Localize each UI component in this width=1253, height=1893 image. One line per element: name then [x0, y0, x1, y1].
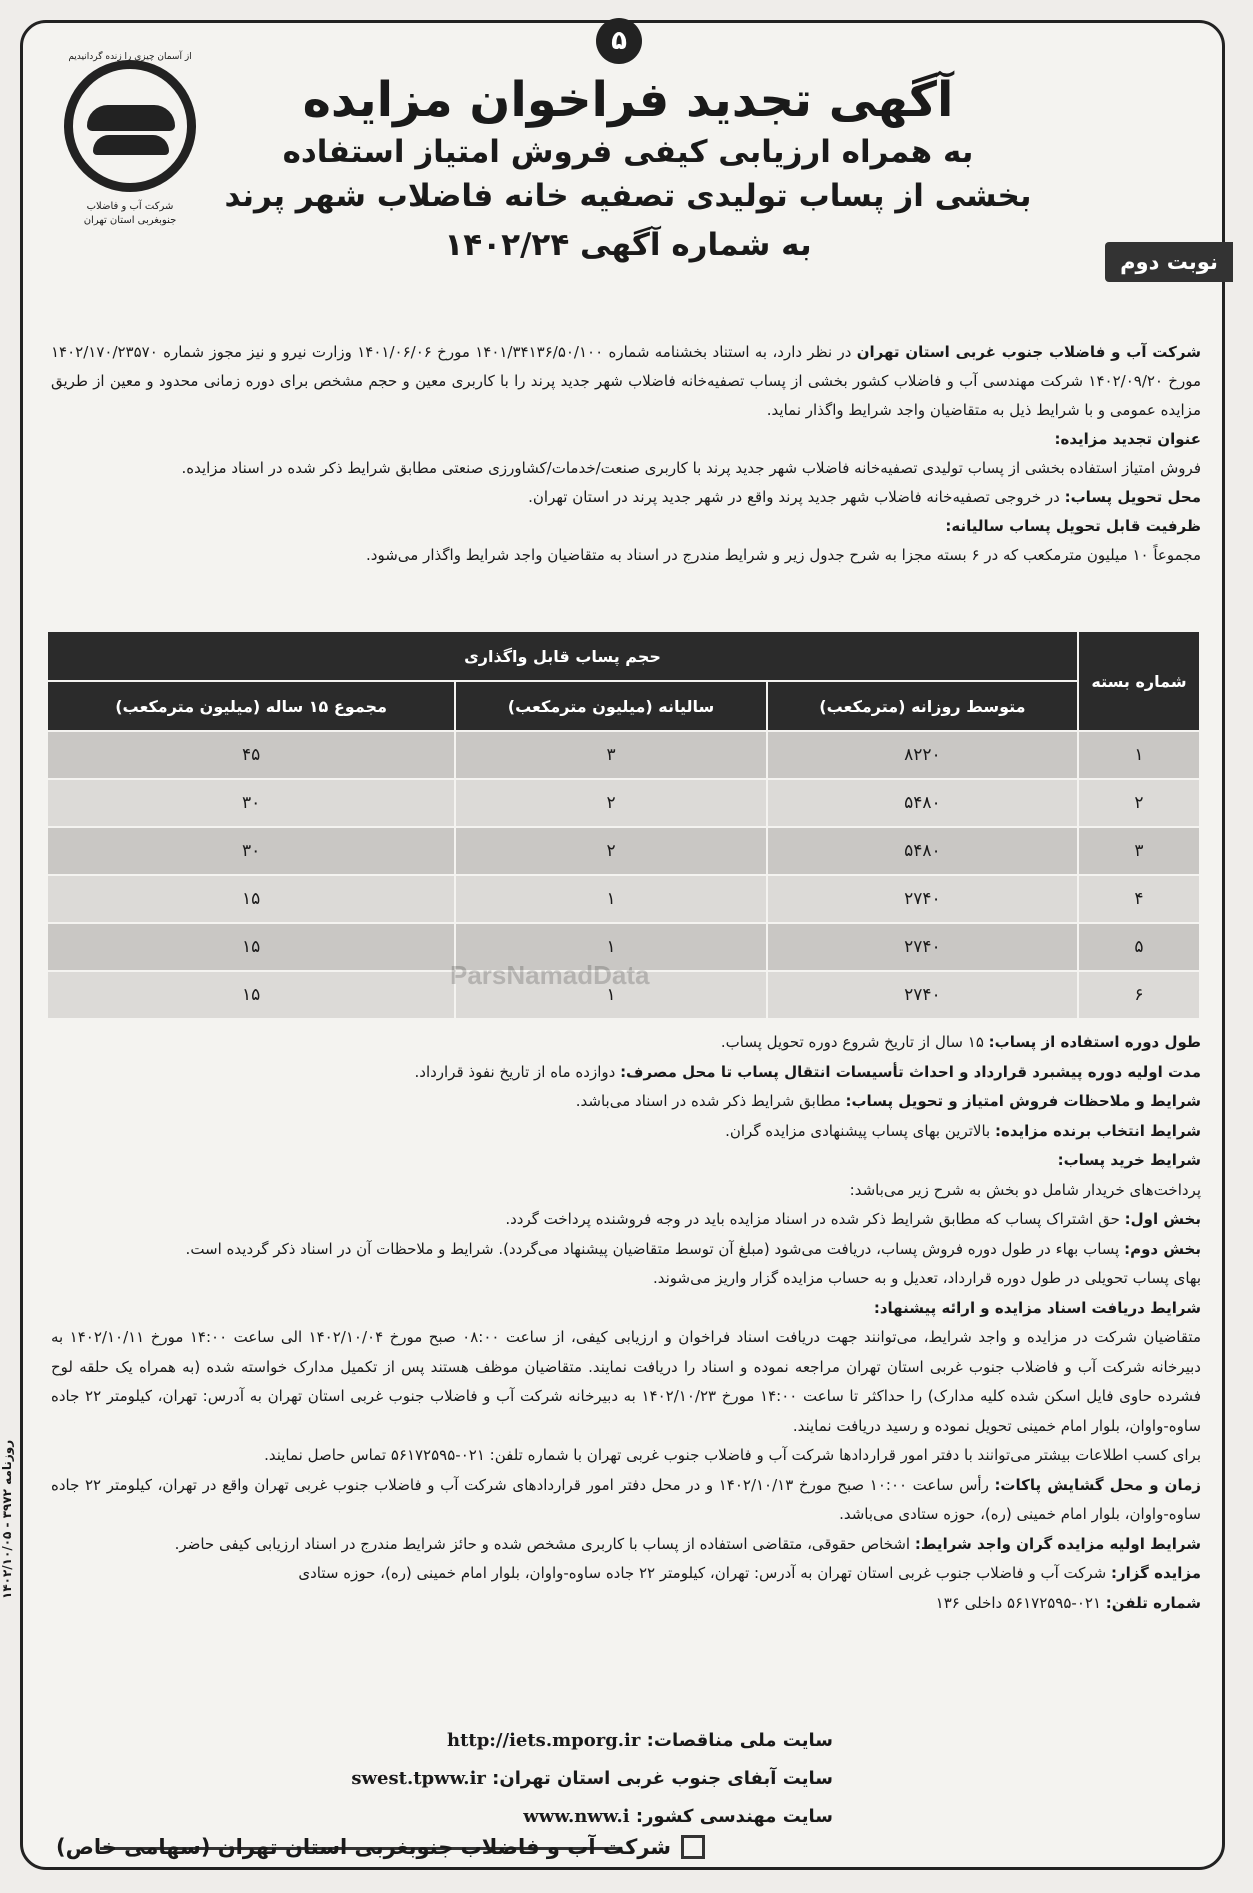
cell-total: ۱۵ [47, 923, 455, 971]
cell-package: ۱ [1078, 731, 1200, 779]
site-label-national: سایت ملی مناقصات: [646, 1730, 833, 1751]
eligible-title: شرایط اولیه مزایده گران واجد شرایط: [914, 1534, 1201, 1553]
site-link-engineering[interactable]: www.nww.i [523, 1806, 630, 1827]
part1-title: بخش اول: [1124, 1210, 1201, 1228]
cell-package: ۶ [1078, 971, 1200, 1019]
phone-text: ۰۲۱-۵۶۱۷۲۵۹۵ داخلی ۱۳۶ [935, 1593, 1106, 1612]
intro-paragraph [51, 338, 1201, 425]
part1-text: حق اشتراک پساب که مطابق شرایط ذکر شده در اسناد مزایده باید در وجه فروشنده پرداخت گردد. [505, 1210, 1125, 1228]
logo-caption-line1: شرکت آب و فاضلاب [86, 201, 174, 212]
company-logo [55, 50, 205, 250]
cell-package: ۲ [1078, 779, 1200, 827]
prep-title: مدت اولیه دوره پیشبرد قرارداد و احداث تأسیسات انتقال پساب تا محل مصرف: [620, 1062, 1201, 1081]
eligible-paragraph [51, 1530, 1201, 1560]
cell-daily: ۲۷۴۰ [767, 875, 1078, 923]
period-title: طول دوره استفاده از پساب: [988, 1033, 1201, 1051]
footer-square-icon [681, 1835, 705, 1859]
site-link-company[interactable]: swest.tpww.ir [351, 1768, 486, 1789]
newspaper-side-strip: روزنامه ۳۹۷۲ - ۱۴۰۲/۱۰/۰۵ [0, 1440, 14, 1600]
cell-package: ۵ [1078, 923, 1200, 971]
opening-paragraph [51, 1471, 1201, 1530]
page-number-badge: ۵ [596, 18, 642, 64]
subject-text: فروش امتیاز استفاده بخشی از پساب تولیدی تصفیه‌خانه فاضلاب شهر جدید پرند با کاربری صنعت/خدمات/کشاورزی صنعتی مطابق شرایط ذکر شده در اسناد مزایده. [181, 459, 1201, 477]
table-row [47, 731, 1200, 779]
eligible-text: اشخاص حقوقی، متقاضی استفاده از پساب با کاربری مشخص شده و حائز شرایط مندرج در اسناد ارزیابی کیفی حاضر. [174, 1534, 915, 1553]
footer [56, 1830, 1196, 1864]
auctioneer-title: مزایده گزار: [1111, 1564, 1201, 1582]
site-label-company: سایت آبفای جنوب غربی استان تهران: [492, 1768, 833, 1789]
table-row [47, 875, 1200, 923]
terms-text: مطابق شرایط ذکر شده در اسناد می‌باشد. [575, 1092, 846, 1110]
buy-title: شرایط خرید پساب: [1057, 1151, 1201, 1169]
details-section [51, 1028, 1201, 1618]
cell-annual: ۱ [455, 923, 767, 971]
winner-title: شرایط انتخاب برنده مزایده: [994, 1121, 1201, 1140]
part2-title: بخش دوم: [1124, 1239, 1201, 1258]
cell-total: ۴۵ [47, 731, 455, 779]
cell-annual: ۱ [455, 875, 767, 923]
period-text: ۱۵ سال از تاریخ شروع دوره تحویل پساب. [720, 1033, 989, 1051]
winner-paragraph [51, 1117, 1201, 1147]
opening-text: رأس ساعت ۱۰:۰۰ صبح مورخ ۱۴۰۲/۱۰/۱۳ و در محل دفتر امور قراردادهای شرکت آب و فاضلاب جنوب غربی تهران واقع در تهران، کیلومتر ۲۲ جاده ساوه-واوان، بلوار امام خمینی (ره)، حوزه ستادی می‌باشد. [51, 1475, 1201, 1523]
phone-title: شماره تلفن: [1105, 1593, 1201, 1612]
site-label-engineering: سایت مهندسی کشور: [635, 1806, 833, 1827]
delivery-paragraph [51, 483, 1201, 512]
terms-paragraph [51, 1087, 1201, 1117]
title-subtitle-1: به همراه ارزیابی کیفی فروش امتیاز استفاده [282, 134, 974, 170]
auctioneer-paragraph [51, 1559, 1201, 1589]
part2-text-2: بهای پساب تحویلی در طول دوره قرارداد، تعدیل و به حساب مزایده گزار واریز می‌شوند. [652, 1269, 1201, 1287]
cell-total: ۳۰ [47, 827, 455, 875]
websites-block [351, 1722, 833, 1836]
round-badge: نوبت دوم [1105, 242, 1233, 282]
capacity-title: ظرفیت قابل تحویل پساب سالیانه: [945, 517, 1201, 535]
period-paragraph [51, 1028, 1201, 1058]
docs-text: متقاضیان شرکت در مزایده و واجد شرایط، می‌توانند جهت دریافت اسناد فراخوان و ارزیابی کیفی، از ساعت ۰۸:۰۰ صبح مورخ ۱۴۰۲/۱۰/۰۴ الی ساعت ۱۴:۰۰ مورخ ۱۴۰۲/۱۰/۱۱ به دبیرخانه شرکت آب و فاضلاب جنوب غربی استان تهران مراجعه نموده و اسناد را دریافت نمایند. متقاضیان موظف هستند پس از تکمیل مدارک خواسته شده (به همراه یک حلقه لوح فشرده حاوی فایل اسکن شده کلیه مدارک) را حداکثر تا ساعت ۱۴:۰۰ مورخ ۱۴۰۲/۱۰/۲۳ به دبیرخانه شرکت آب و فاضلاب جنوب غربی استان تهران به آدرس: تهران، کیلومتر ۲۲ جاده ساوه-واوان، بلوار امام خمینی تحویل نموده و رسید دریافت نمایند. [51, 1328, 1201, 1435]
part2-paragraph [51, 1235, 1201, 1265]
intro-section [51, 338, 1201, 570]
part2-text: پساب بهاء در طول دوره فروش پساب، دریافت می‌شود (مبلغ آن توسط متقاضیان پیشنهاد می‌گردد). شرایط و ملاحظات آن در اسناد ذکر گردیده است. [185, 1239, 1125, 1258]
opening-title: زمان و محل گشایش پاکات: [994, 1475, 1202, 1494]
cell-daily: ۸۲۲۰ [767, 731, 1078, 779]
logo-motto: از آسمان چیزی را زنده گردانیدیم [68, 52, 192, 62]
group-header: حجم پساب قابل واگذاری [47, 631, 1078, 681]
intro-text: در نظر دارد، به استناد بخشنامه شماره ۱۴۰۱/۳۴۱۳۶/۵۰/۱۰۰ مورخ ۱۴۰۱/۰۶/۰۶ وزارت نیرو و نیز مجوز شماره ۱۴۰۲/۱۷۰/۲۳۵۷۰ مورخ ۱۴۰۲/۰۹/۲۰ شرکت مهندسی آب و فاضلاب کشور بخشی از پساب تصفیه‌خانه فاضلاب شهر جدید پرند را با کاربری معین و حجم مشخص برای دوره زمانی محدود و معین از طریق مزایده عمومی و با شرایط ذیل به متقاضیان واجد شرایط واگذار نماید. [51, 343, 1201, 419]
docs-title: شرایط دریافت اسناد مزایده و ارائه پیشنهاد: [873, 1298, 1201, 1317]
phone-paragraph [51, 1589, 1201, 1619]
table-row [47, 827, 1200, 875]
cell-total: ۱۵ [47, 875, 455, 923]
col-daily-header: متوسط روزانه (مترمکعب) [767, 681, 1078, 731]
cell-daily: ۲۷۴۰ [767, 971, 1078, 1019]
delivery-text: در خروجی تصفیه‌خانه فاضلاب شهر جدید پرند واقع در شهر جدید پرند در استان تهران. [528, 488, 1065, 506]
buy-text: پرداخت‌های خریدار شامل دو بخش به شرح زیر می‌باشد: [849, 1180, 1201, 1199]
subject-title: عنوان تجدید مزایده: [1054, 430, 1201, 448]
notice-number: به شماره آگهی ۱۴۰۲/۲۴ [444, 227, 812, 263]
prep-paragraph [51, 1058, 1201, 1088]
cell-annual: ۱ [455, 971, 767, 1019]
part1-paragraph [51, 1205, 1201, 1235]
col-package-header: شماره بسته [1078, 631, 1200, 731]
title-subtitle-2: بخشی از پساب تولیدی تصفیه خانه فاضلاب شهر پرند [224, 178, 1032, 214]
cell-daily: ۵۴۸۰ [767, 827, 1078, 875]
logo-caption-line2: جنوبغربی استان تهران [83, 215, 177, 226]
intro-company: شرکت آب و فاضلاب جنوب غربی استان تهران [856, 343, 1201, 361]
cell-annual: ۲ [455, 827, 767, 875]
terms-title: شرایط و ملاحظات فروش امتیاز و تحویل پساب: [845, 1092, 1201, 1110]
cell-total: ۳۰ [47, 779, 455, 827]
col-annual-header: سالیانه (میلیون مترمکعب) [455, 681, 767, 731]
site-link-national[interactable]: http://iets.mporg.ir [446, 1730, 641, 1751]
site-row-company [351, 1760, 833, 1798]
cell-package: ۳ [1078, 827, 1200, 875]
delivery-title: محل تحویل پساب: [1064, 488, 1201, 506]
auctioneer-text: شرکت آب و فاضلاب جنوب غربی استان تهران به آدرس: تهران، کیلومتر ۲۲ جاده ساوه-واوان، بلوار امام خمینی (ره)، حوزه ستادی [298, 1564, 1112, 1582]
footer-company: شرکت آب و فاضلاب جنوبغربی استان تهران (سهامی خاص) [56, 1835, 672, 1859]
cell-daily: ۲۷۴۰ [767, 923, 1078, 971]
prep-text: دوازده ماه از تاریخ نفوذ قرارداد. [414, 1062, 621, 1081]
cell-total: ۱۵ [47, 971, 455, 1019]
site-row-national [351, 1722, 833, 1760]
col-total-header: مجموع ۱۵ ساله (میلیون مترمکعب) [47, 681, 455, 731]
cell-annual: ۲ [455, 779, 767, 827]
cell-daily: ۵۴۸۰ [767, 779, 1078, 827]
capacity-text: مجموعاً ۱۰ میلیون مترمکعب که در ۶ بسته مجزا به شرح جدول زیر و شرایط مندرج در اسناد به متقاضیان واجد شرایط واگذار می‌شود. [366, 546, 1201, 564]
title-block [218, 70, 1038, 268]
cell-package: ۴ [1078, 875, 1200, 923]
watermark: ParsNamadData [450, 960, 650, 990]
winner-text: بالاترین بهای پساب پیشنهادی مزایده گران. [725, 1121, 995, 1140]
info-text: برای کسب اطلاعات بیشتر می‌توانند با دفتر امور قراردادها شرکت آب و فاضلاب جنوب غربی تهران با شماره تلفن: ۰۲۱-۵۶۱۷۲۵۹۵ تماس حاصل نمایند. [264, 1446, 1201, 1464]
table-row [47, 779, 1200, 827]
logo-emblem [64, 60, 196, 192]
cell-annual: ۳ [455, 731, 767, 779]
page-title: آگهی تجدید فراخوان مزایده [302, 72, 954, 128]
